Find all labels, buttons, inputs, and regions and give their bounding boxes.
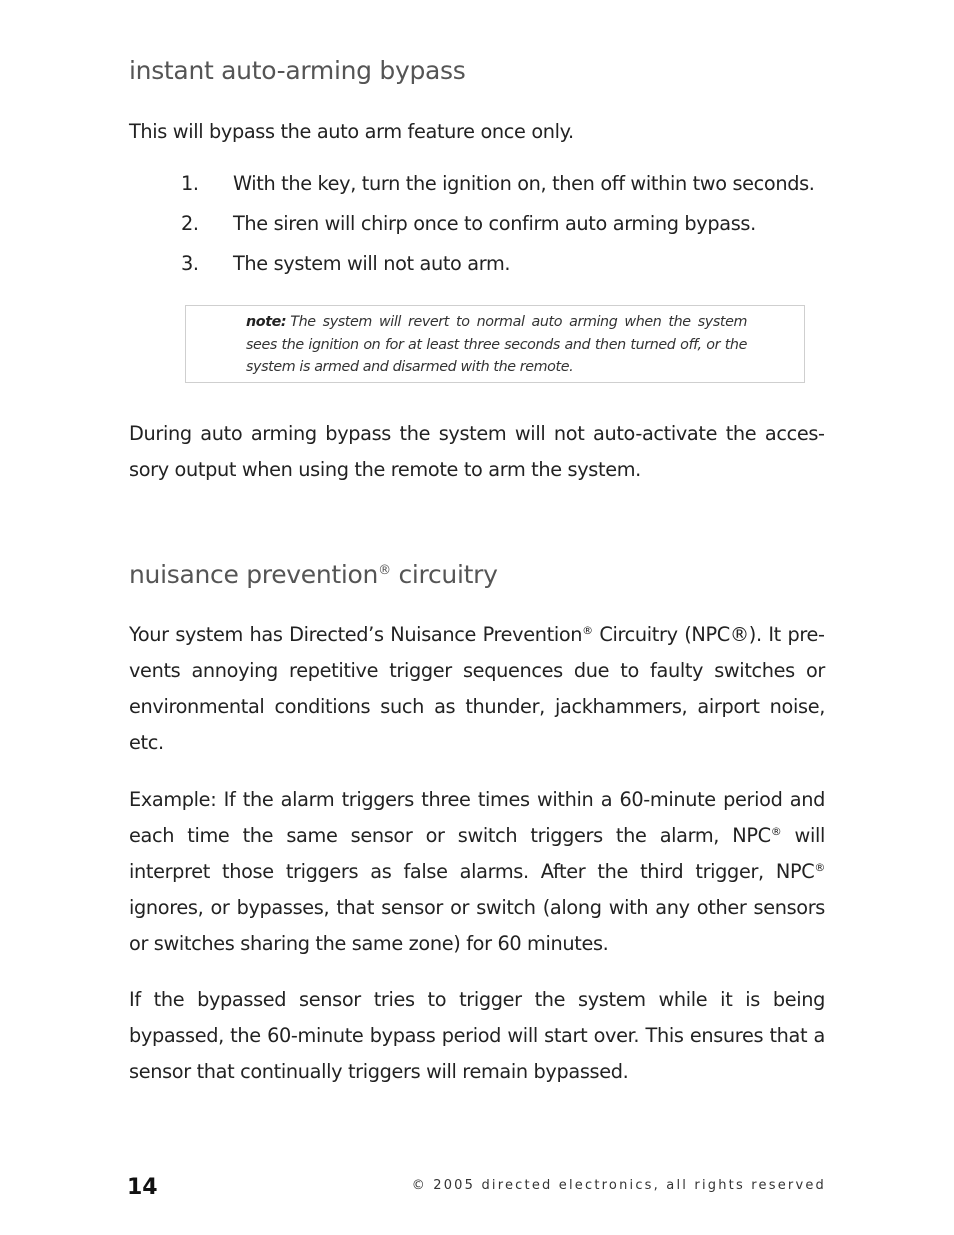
registered-mark: ® (770, 825, 782, 838)
page-number: 14 (127, 1175, 158, 1200)
step-item (181, 169, 815, 209)
note-box (185, 305, 805, 383)
bypass-accessory-paragraph: During auto arming bypass the system will not auto-activate the accessory output when using the remote to arm the system. (129, 422, 825, 481)
step-text: The siren will chirp once to confirm auto arming bypass. (233, 212, 756, 235)
step-number: 2. (181, 212, 199, 235)
section-title-suffix: circuitry (390, 560, 498, 589)
bypass-restart-paragraph: If the bypassed sensor tries to trigger the system while it is being bypassed, the 60-minute bypass period will start over. This ensures that a sensor that continually triggers will remain bypassed. (129, 988, 825, 1083)
note-label: note: (246, 314, 287, 330)
step-number: 1. (181, 172, 199, 195)
section-title-text: nuisance prevention (129, 560, 379, 589)
example-text-part-2: will interpret those triggers as false alarms. After the third trigger, NPC (129, 824, 825, 883)
section-title-auto-arming-bypass: instant auto-arming bypass (129, 56, 466, 85)
registered-mark: ® (582, 624, 593, 637)
npc-text-part-1: Your system has Directed’s Nuisance Prevention (129, 623, 583, 646)
npc-example-paragraph (129, 782, 825, 962)
step-number: 3. (181, 252, 199, 275)
note-text (246, 311, 747, 379)
example-text-part-1: Example: If the alarm triggers three times within a 60-minute period and each time the same sensor or switch triggers the alarm, NPC (129, 788, 825, 847)
step-item (181, 249, 815, 289)
intro-paragraph: This will bypass the auto arm feature once only. (129, 120, 574, 143)
step-text: With the key, turn the ignition on, then off within two seconds. (233, 172, 815, 195)
registered-mark: ® (814, 861, 825, 874)
example-text-part-3: ignores, or bypasses, that sensor or switch (along with any other sensors or switches sharing the same zone) for 60 minutes. (129, 896, 825, 955)
step-text: The system will not auto arm. (233, 252, 511, 275)
registered-mark: ® (378, 563, 391, 578)
npc-text-part-2: Circuitry (NPC®). It prevents annoying repetitive trigger sequences due to faulty switches or environmental conditions such as thunder, jackhammers, airport noise, etc. (129, 623, 825, 754)
note-body: The system will revert to normal auto arming when the system sees the ignition on for at least three seconds and then turned off, or the system is armed and disarmed with the remote. (246, 314, 747, 375)
steps-list (181, 169, 815, 289)
copyright-footer: © 2005 directed electronics, all rights reserved (411, 1178, 826, 1193)
npc-description-paragraph (129, 617, 825, 761)
step-item (181, 209, 815, 249)
section-title-nuisance-prevention (129, 560, 498, 589)
